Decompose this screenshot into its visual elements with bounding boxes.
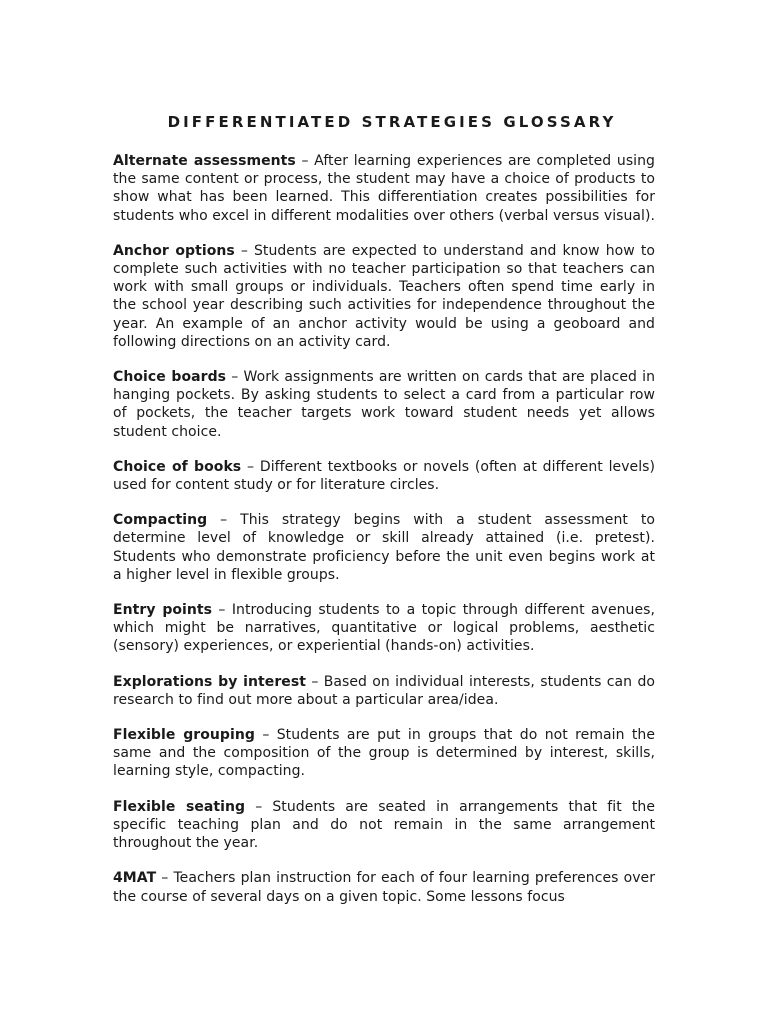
glossary-term: 4MAT [113, 870, 157, 887]
glossary-term: Anchor options [113, 242, 235, 259]
glossary-entry-alternate-assessments [113, 152, 655, 225]
glossary-entry-flexible-grouping [113, 726, 655, 781]
glossary-term: Flexible grouping [113, 727, 255, 744]
glossary-definition: – Based on individual interests, students can do research to find out more about a particular area/idea. [113, 673, 655, 708]
glossary-definition: – Students are put in groups that do not remain the same and the composition of the group is determined by interest, skills, learning style, compacting. [113, 727, 656, 780]
glossary-term: Explorations by interest [113, 673, 306, 690]
glossary-entry-choice-boards [113, 368, 655, 441]
glossary-definition: – Students are seated in arrangements that fit the specific teaching plan and do not remain in the same arrangement throughout the year. [113, 798, 655, 852]
glossary-entry-compacting [113, 511, 655, 584]
glossary-entry-flexible-seating [113, 798, 655, 853]
glossary-term: Choice boards [113, 369, 227, 386]
glossary-definition: – Work assignments are written on cards that are placed in hanging pockets. By asking students to select a card from a particular row of pockets, the teacher targets work toward student needs yet allows student choice. [113, 369, 655, 440]
glossary-definition: – Students are expected to understand and know how to complete such activities with no teacher participation so that teachers can work with small groups or individuals. Teachers often spend time early in the school year describing such activities for independence throughout the year. An example of an anchor activity would be using a geoboard and following directions on an activity card. [113, 242, 655, 350]
glossary-definition: – This strategy begins with a student assessment to determine level of knowledge or skill already attained (i.e. pretest). Students who demonstrate proficiency before the unit even begins work at a higher level in flexible groups. [113, 512, 655, 583]
glossary-entry-4mat [113, 869, 655, 905]
glossary-entry-explorations-by-interest [113, 673, 655, 709]
glossary-entry-choice-of-books [113, 458, 655, 494]
glossary-definition: – Introducing students to a topic through different avenues, which might be narratives, quantitative or logical problems, aesthetic (sensory) experiences, or experiential (hands-on) activities. [113, 602, 655, 655]
glossary-definition: – Different textbooks or novels (often at different levels) used for content study or for literature circles. [113, 458, 656, 494]
glossary-definition: – After learning experiences are completed using the same content or process, the student may have a choice of products to show what has been learned. This differentiation creates possibilities for students who excel in different modalities over others (verbal versus visual). [113, 153, 655, 224]
glossary-entry-anchor-options [113, 242, 655, 351]
glossary-term: Choice of books [113, 458, 242, 475]
glossary-term: Entry points [113, 602, 213, 619]
document-page [113, 110, 655, 923]
glossary-term: Alternate assessments [113, 153, 296, 169]
glossary-term: Compacting [113, 512, 208, 529]
glossary-definition: – Teachers plan instruction for each of four learning preferences over the course of several days on a given topic. Some lessons focus [113, 870, 655, 905]
document-title: DIFFERENTIATED STRATEGIES GLOSSARY [167, 113, 617, 131]
glossary-term: Flexible seating [113, 798, 246, 815]
glossary-entry-entry-points [113, 601, 655, 656]
